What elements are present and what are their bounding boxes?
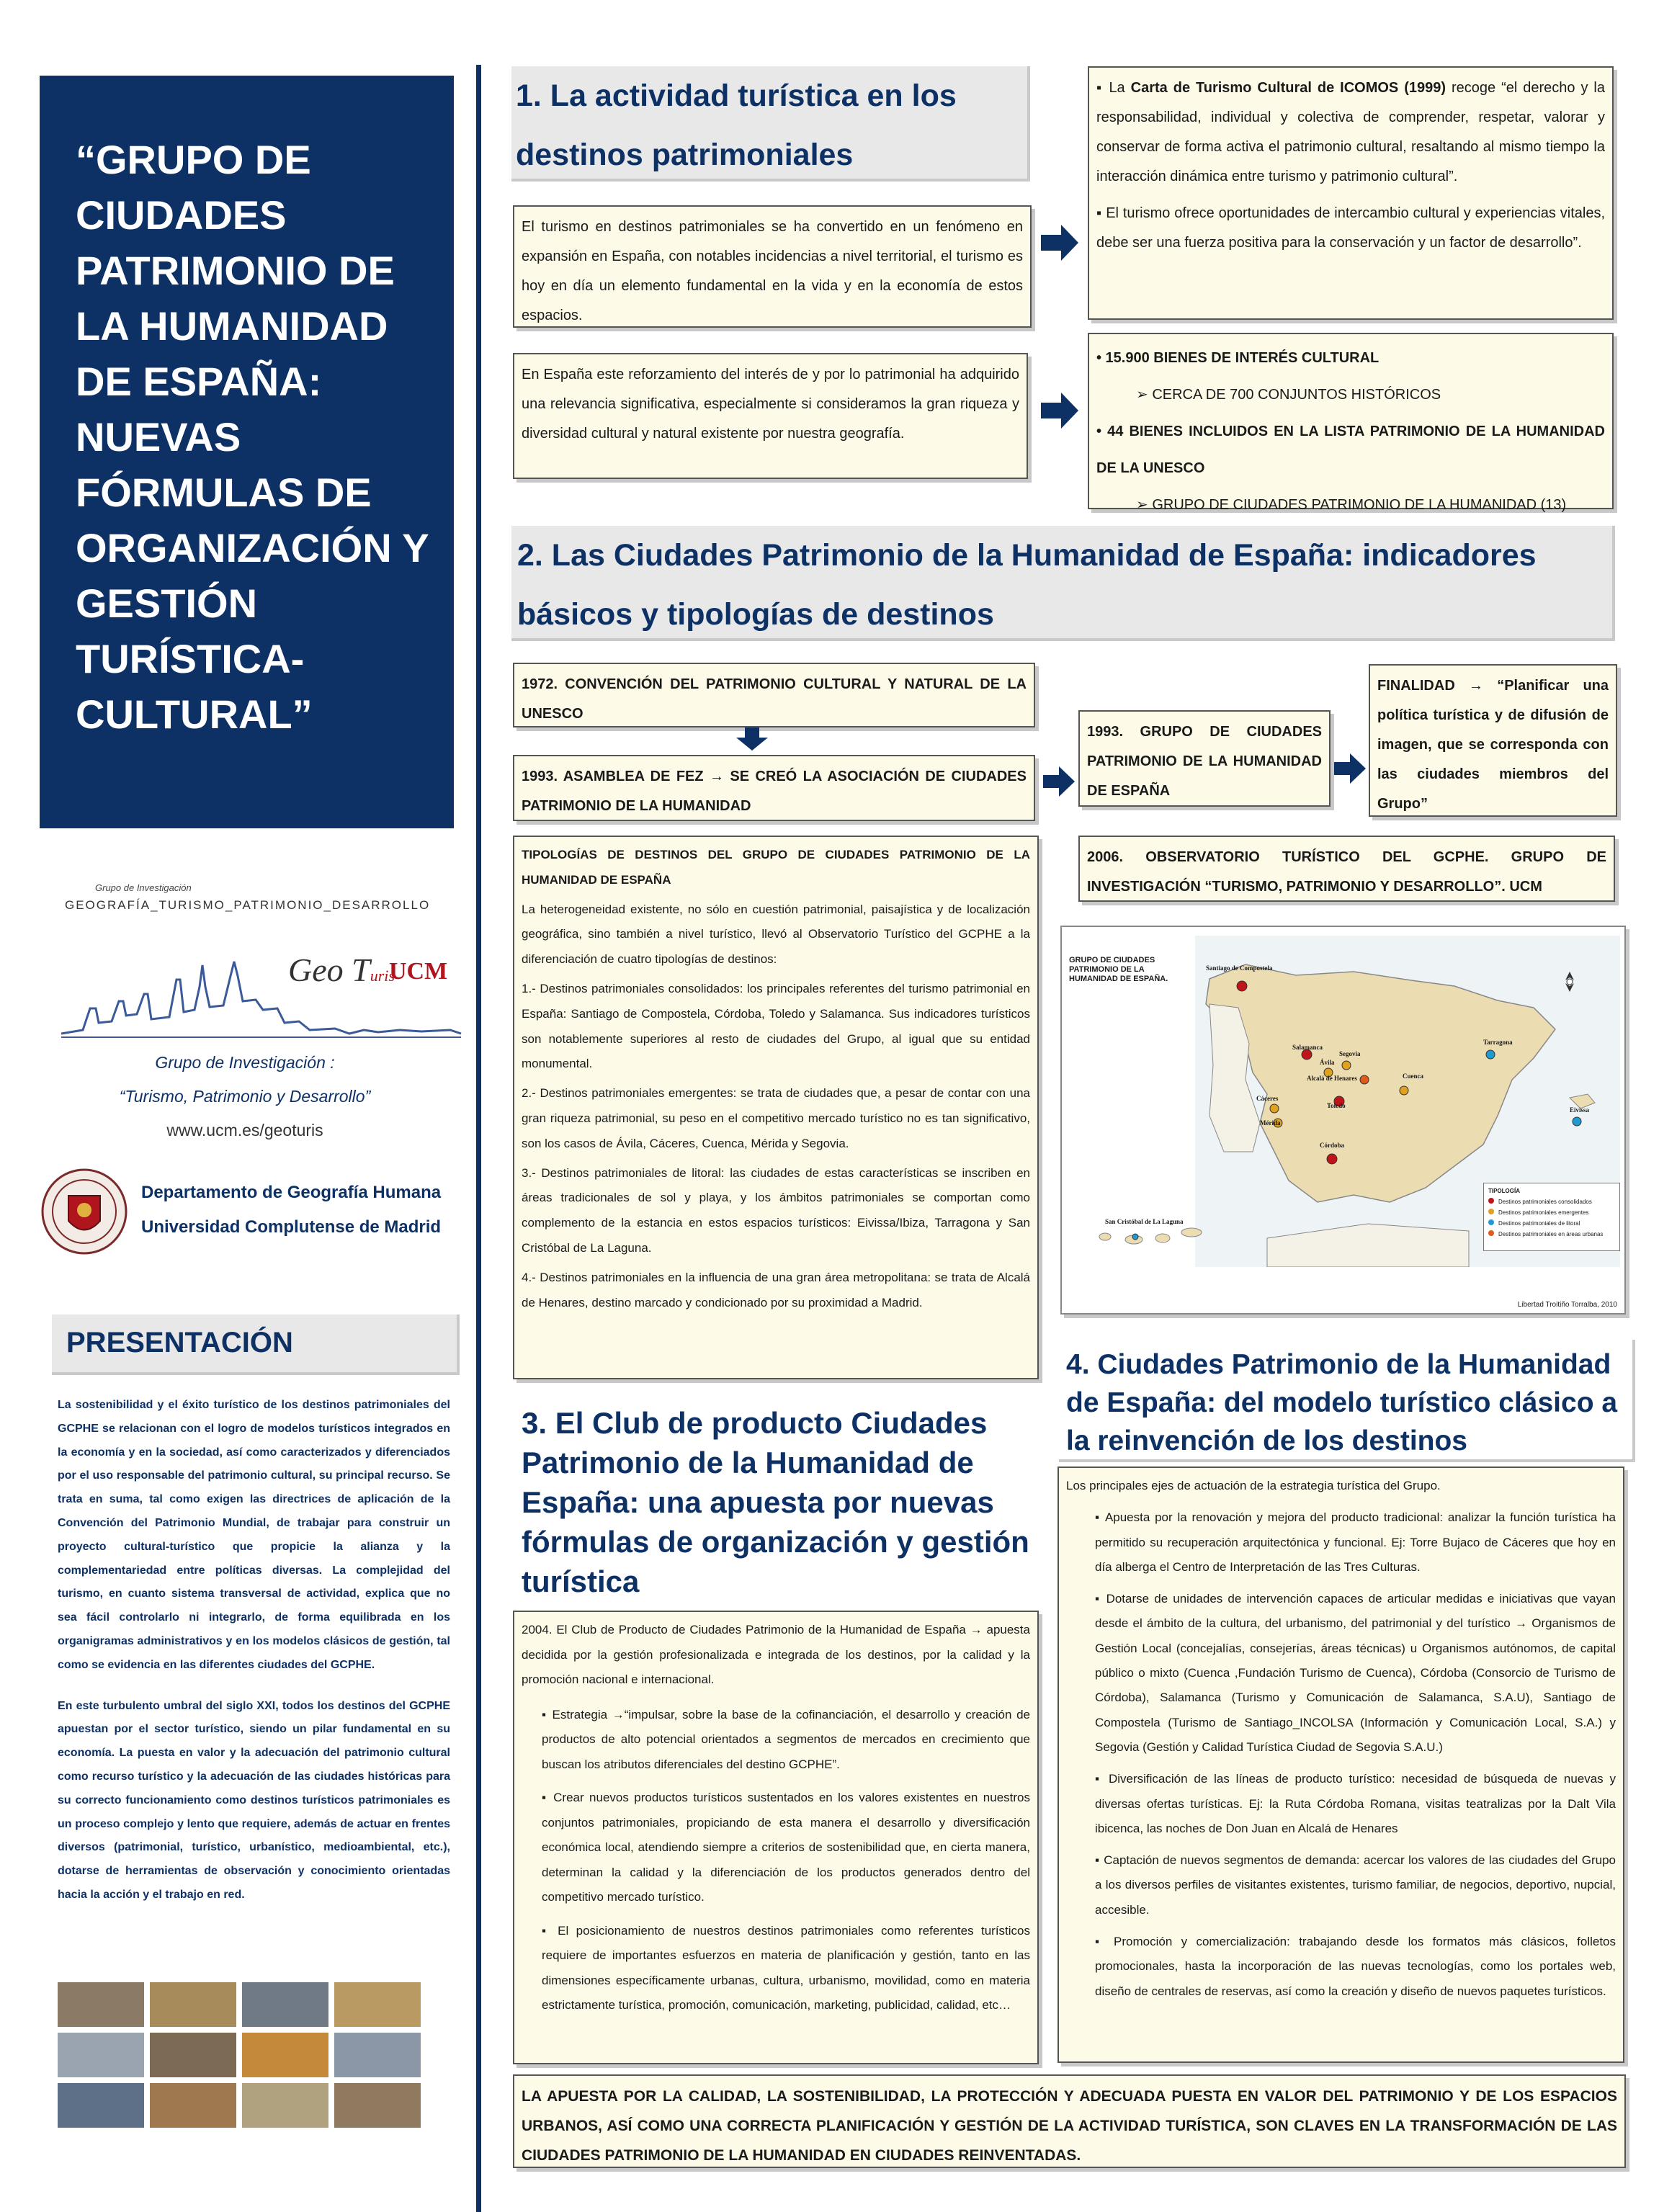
s4-ejes-box [1057, 1467, 1624, 2063]
map-title: GRUPO DE CIUDADES PATRIMONIO DE LA HUMANIDAD DE ESPAÑA. [1069, 956, 1168, 983]
photo-strip [58, 1982, 450, 2132]
section3-heading: 3. El Club de producto Ciudades Patrimonio de la Humanidad de España: una apuesta por nuevas fórmulas de organización y gestión turística [513, 1396, 1046, 1606]
photo-6 [150, 2033, 236, 2077]
s3-intro: 2004. El Club de Producto de Ciudades Patrimonio de la Humanidad de España → apuesta decidida por la gestión profesionalizada e integrada de los destinos, por la calidad y la promoción nacional e internacional. [522, 1623, 1030, 1686]
s4-bullet-text: Dotarse de unidades de intervención capaces de articular medidas e iniciativas que vayan desde el ámbito de la cultura, del urbanismo, del patrimonial y del turístico → Organismos de Gestión Local (concejalías, consejerías, áreas técnicas) u Organismos autónomos, de capital público o mixto (Cuenca ,Fundación Turismo de Cuenca), Córdoba (Consorcio de Turismo de Córdoba), Salamanca (Turismo y Comunicación de Salamanca, S.A.U), Santiago de Compostela (Turismo de Santiago_INCOLSA (Información y Comunicación Local, S.A.) y Segovia (Gestión y Calidad Turística Ciudad de Segovia S.A.U.) [1095, 1592, 1616, 1754]
legend-item-litoral [1488, 1218, 1615, 1229]
label-segovia: Segovia [1339, 1050, 1361, 1057]
tip-2: 2.- Destinos patrimoniales emergentes: se trata de ciudades que, a pesar de contar con una gran riqueza patrimonial, su peso en el competitivo mercado turístico no es tan significativo, son los casos de Ávila, Cáceres, Cuenca, Mérida y Segovia. [522, 1086, 1030, 1150]
map-legend [1483, 1183, 1620, 1251]
ucm-seal-icon [40, 1167, 130, 1257]
icomos-paragraph-1: ▪ La Carta de Turismo Cultural de ICOMOS (1999) recoge “el derecho y la responsabilidad, individual y colectiva de comprender, respetar, valorar y conservar de forma activa el patrimonio cultural, resaltando al mismo tiempo la interacción dinámica entre turismo y patrimonio cultural”. [1096, 80, 1605, 184]
label-tarragona: Tarragona [1483, 1039, 1513, 1046]
arrow-right-icon [1043, 766, 1076, 797]
s3-bullet-text: El posicionamiento de nuestros destinos patrimoniales como referentes turísticos requiere de importantes esfuerzos en materia de planificación y gestión, tanto en las dimensiones específicamente urbanas, cultura, urbanismo, movilidad, como en materia estrictamente turística, promoción, comunicación, marketing, publicidad, calidad, etc… [542, 1923, 1031, 2012]
label-santiago: Santiago de Compostela [1206, 964, 1273, 972]
arrow-down-icon [736, 727, 768, 751]
bic-line-3: • 44 BIENES INCLUIDOS EN LA LISTA PATRIMONIO DE LA HUMANIDAD DE LA UNESCO [1096, 424, 1605, 476]
presentacion-text [58, 1394, 450, 1925]
label-merida: Mérida [1260, 1119, 1281, 1127]
s2-1993b-box: 1993. GRUPO DE CIUDADES PATRIMONIO DE LA HUMANIDAD DE ESPAÑA [1078, 710, 1331, 807]
s2-2006-box: 2006. OBSERVATORIO TURÍSTICO DEL GCPHE. GRUPO DE INVESTIGACIÓN “TURISMO, PATRIMONIO Y DESARROLLO”. UCM [1078, 836, 1615, 902]
logo-geoturis [288, 951, 395, 989]
logo-caps-text: GEOGRAFÍA_TURISMO_PATRIMONIO_DESARROLLO [65, 898, 431, 912]
geoturis-logo [50, 882, 461, 1041]
s4-bullet-2: ▪ Dotarse de unidades de intervención capaces de articular medidas e iniciativas que vayan desde el ámbito de la cultura, del urbanismo, del patrimonial y del turístico → Organismos de Gestión Local (concejalías, consejerías, áreas técnicas) u Organismos autónomos, de capital público o mixto (Cuenca ,Fundación Turismo de Cuenca), Córdoba (Consorcio de Turismo de Córdoba), Salamanca (Turismo y Comunicación de Salamanca, S.A.U), Santiago de Compostela (Turismo de Santiago_INCOLSA (Información y Comunicación Local, S.A.) y Segovia (Gestión y Calidad Turística Ciudad de Segovia S.A.U.) [1095, 1592, 1616, 1754]
skyline-icon [61, 922, 465, 1052]
group-line1: Grupo de Investigación : [155, 1053, 335, 1072]
presentacion-heading: PRESENTACIÓN [52, 1315, 460, 1375]
s1-box1: El turismo en destinos patrimoniales se ha convertido en un fenómeno en expansión en España, con notables incidencias a nivel territorial, el turismo es hoy en día un elemento fundamental en la vida y en la economía de estos espacios. [513, 205, 1032, 328]
tip-1: 1.- Destinos patrimoniales consolidados: los principales referentes del turismo patrimonial en España: Santiago de Compostela, Córdoba, Toledo y Salamanca. Sus indicadores turísticos son notablemente superiores al resto de ciudades del Grupo, al igual que su entidad monumental. [522, 981, 1030, 1071]
s2-finalidad-box: FINALIDAD → “Planificar una política turística y de difusión de imagen, que se corresponda con las ciudades miembros del Grupo” [1369, 664, 1617, 817]
group-line2: “Turismo, Patrimonio y Desarrollo” [119, 1087, 371, 1106]
s3-bullet-text: Estrategia →“impulsar, sobre la base de la cofinanciación, el desarrollo y creación de productos de alto potencial orientados a segmentos de mercados en crecimiento que buscan los atributos diferenciales del destino GCPHE”. [542, 1707, 1030, 1771]
tip-3: 3.- Destinos patrimoniales de litoral: las ciudades de estas características se inscriben en áreas tradicionales de sol y playa, y los ámbitos patrimoniales se comportan como complemento de la estancia en estos espacios turísticos: Eivissa/Ibiza, Tarragona y San Cristóbal de La Laguna. [522, 1165, 1030, 1255]
arrow-right-icon [1041, 225, 1081, 261]
logo-uris: uris [370, 967, 395, 985]
legend-item-consolidados [1488, 1196, 1615, 1207]
website-link[interactable]: www.ucm.es/geoturis [166, 1121, 323, 1139]
photo-12 [334, 2083, 421, 2128]
s2-tipologias-box [513, 836, 1039, 1379]
logo-geo: Geo [288, 951, 344, 988]
photo-8 [334, 2033, 421, 2077]
legend-item-urbanos [1488, 1229, 1615, 1240]
label-cuenca: Cuenca [1403, 1073, 1423, 1080]
s4-bullet-text: Apuesta por la renovación y mejora del producto tradicional: analizar la función turística ha permitido su recuperación arquitectónica y funcional. Ej: Torre Bujaco de Cáceres que hoy en día alberga el Centro de Interpretación de las Tres Culturas. [1095, 1510, 1616, 1574]
photo-4 [334, 1982, 421, 2027]
photo-9 [58, 2083, 144, 2128]
s3-club-box [513, 1611, 1039, 2064]
bic-line-1: • 15.900 BIENES DE INTERÉS CULTURAL [1096, 350, 1379, 366]
logo-ucm: UCM [389, 958, 448, 985]
canary-islands-inset [1083, 1215, 1220, 1258]
s3-bullet-3: ▪ El posicionamiento de nuestros destinos patrimoniales como referentes turísticos requiere de importantes esfuerzos en materia de planificación y gestión, tanto en las dimensiones específicamente urbanas, cultura, urbanismo, movilidad, como en materia estrictamente turística, promoción, comunicación, marketing, publicidad, calidad, etc… [542, 1923, 1031, 2012]
s3-bullet-2: ▪ Crear nuevos productos turísticos sustentados en los valores existentes en nuestros conjuntos patrimoniales, propiciando de esta manera el desarrollo y diversificación económica local, atendiendo siempre a criterios de sostenibilidad que, en cierta manera, determinan la calidad y la diferenciación de los productos generados dentro del competitivo mercado turístico. [542, 1791, 1030, 1904]
research-group [65, 1046, 425, 1147]
s4-bullet-text: Captación de nuevos segmentos de demanda: acercar los valores de las ciudades del Grupo a los diversos perfiles de visitantes existentes, turismo familiar, de negocios, deportivo, nupcial, accesible. [1095, 1853, 1616, 1917]
legend-label: Destinos patrimoniales en áreas urbanas [1498, 1231, 1604, 1237]
s3-bullet-text: Crear nuevos productos turísticos sustentados en los valores existentes en nuestros conjuntos patrimoniales, propiciando de esta manera el desarrollo y diversificación económica local, atendiendo siempre a criterios de sostenibilidad que, en cierta manera, determinan la calidad y la diferenciación de los productos generados dentro del competitivo mercado turístico. [542, 1791, 1030, 1904]
section2-heading: 2. Las Ciudades Patrimonio de la Humanidad de España: indicadores básicos y tipologías de destinos [511, 526, 1615, 641]
logo-t: T [352, 951, 370, 988]
label-caceres: Cáceres [1256, 1095, 1279, 1102]
legend-label: Destinos patrimoniales de litoral [1498, 1220, 1580, 1227]
icomos-text-2: El turismo ofrece oportunidades de intercambio cultural y experiencias vitales, debe ser una fuerza positiva para la conservación y un factor de desarrollo”. [1096, 205, 1605, 251]
legend-title: TIPOLOGÍA [1488, 1188, 1520, 1194]
column-divider [476, 65, 481, 2212]
pres-paragraph-2: En este turbulento umbral del siglo XXI, todos los destinos del GCPHE apuestan por el sector turístico, siendo un pilar fundamental en su economía. La puesta en valor y la adecuación del patrimonio cultural como recurso turístico y la adecuación de las ciudades históricas para su correcto funcionamiento como destinos turísticos patrimoniales es un proceso complejo y lento que requiere, además de actuar en frentes diversos (patrimonial, turístico, urbanístico, medioambiental, etc.), dotarse de herramientas de observación y conocimiento orientadas hacia la acción y el trabajo en red. [58, 1699, 450, 1901]
bic-line-4: ➢ GRUPO DE CIUDADES PATRIMONIO DE LA HUMANIDAD (13) [1136, 497, 1567, 513]
icomos-text-c: recoge “el derecho y la responsabilidad, individual y colectiva de comprender, respetar, valorar y conservar de forma activa el patrimonio cultural, resaltando al mismo tiempo la interacción dinámica entre turismo y patrimonio cultural”. [1096, 80, 1605, 184]
department [141, 1176, 473, 1245]
label-salamanca: Salamanca [1292, 1044, 1323, 1051]
spain-map [1060, 926, 1626, 1315]
tip-4: 4.- Destinos patrimoniales en la influencia de una gran área metropolitana: se trata de Alcalá de Henares, destino marcado y condicionado por su proximidad a Madrid. [522, 1270, 1030, 1309]
bic-line-2: ➢ CERCA DE 700 CONJUNTOS HISTÓRICOS [1136, 387, 1441, 403]
legend-label: Destinos patrimoniales consolidados [1498, 1199, 1592, 1205]
s1-icomos-box [1088, 66, 1614, 320]
photo-1 [58, 1982, 144, 2027]
photo-5 [58, 2033, 144, 2077]
label-toledo: Toledo [1327, 1102, 1346, 1109]
label-cordoba: Córdoba [1320, 1142, 1345, 1149]
s4-bullet-4: ▪ Captación de nuevos segmentos de demanda: acercar los valores de las ciudades del Grupo a los diversos perfiles de visitantes existentes, turismo familiar, de negocios, deportivo, nupcial, accesible. [1095, 1853, 1616, 1917]
label-laguna: San Cristóbal de La Laguna [1105, 1218, 1184, 1225]
photo-2 [150, 1982, 236, 2027]
s1-box2: En España este reforzamiento del interés de y por lo patrimonial ha adquirido una relevancia significativa, especialmente si consideramos la gran riqueza y diversidad cultural y natural existente por nuestra geografía. [513, 353, 1028, 479]
tip-title: TIPOLOGÍAS DE DESTINOS DEL GRUPO DE CIUDADES PATRIMONIO DE LA HUMANIDAD DE ESPAÑA [522, 848, 1030, 887]
label-alcala: Alcalá de Henares [1307, 1075, 1357, 1082]
photo-10 [150, 2083, 236, 2128]
dept-line1: Departamento de Geografía Humana [141, 1183, 442, 1202]
label-eivissa: Eivissa [1570, 1106, 1590, 1114]
s2-1993a-box: 1993. ASAMBLEA DE FEZ → SE CREÓ LA ASOCIACIÓN DE CIUDADES PATRIMONIO DE LA HUMANIDAD [513, 755, 1035, 821]
photo-11 [242, 2083, 328, 2128]
s4-bullet-text: Diversificación de las líneas de producto turístico: necesidad de búsqueda de nuevas y diversas ofertas turísticas. Ej: la Ruta Córdoba Romana, visitas teatralizas por la Dalt Vila ibicenca, las noches de Don Juan en Alcalá de Henares [1095, 1772, 1616, 1835]
s3-bullet-1: ▪ Estrategia →“impulsar, sobre la base de la cofinanciación, el desarrollo y creación de productos de alto potencial orientados a segmentos de mercados en crecimiento que buscan los atributos diferenciales del destino GCPHE”. [542, 1707, 1030, 1771]
s4-intro: Los principales ejes de actuación de la estrategia turística del Grupo. [1066, 1479, 1441, 1492]
s1-bic-box [1088, 333, 1614, 513]
map-credit: Libertad Troitiño Torralba, 2010 [1517, 1301, 1617, 1309]
legend-item-emergentes [1488, 1207, 1615, 1218]
legend-label: Destinos patrimoniales emergentes [1498, 1209, 1589, 1216]
icomos-charter: Carta de Turismo Cultural de ICOMOS (1999) [1130, 80, 1446, 96]
arrow-right-icon [1334, 753, 1367, 784]
s4-bullet-5: ▪ Promoción y comercialización: trabajando desde los formatos más clásicos, folletos promocionales, hasta la incorporación de las nuevas tecnologías, como los portales web, diseño de centrales de reservas, así como la creación y diseño de nuevos paquetes turísticos. [1095, 1935, 1616, 1998]
conclusion-box: LA APUESTA POR LA CALIDAD, LA SOSTENIBILIDAD, LA PROTECCIÓN Y ADECUADA PUESTA EN VALOR DEL PATRIMONIO Y DE LOS ESPACIOS URBANOS, ASÍ COMO UNA CORRECTA PLANIFICACIÓN Y GESTIÓN DE LA ACTIVIDAD TURÍSTICA, SON CLAVES EN LA TRANSFORMACIÓN DE LAS CIUDADES PATRIMONIO DE LA HUMANIDAD EN CIUDADES REINVENTADAS. [513, 2074, 1626, 2168]
section1-heading: 1. La actividad turística en los destinos patrimoniales [511, 66, 1030, 182]
dept-line2: Universidad Complutense de Madrid [141, 1217, 442, 1237]
label-avila: Ávila [1320, 1059, 1335, 1066]
icomos-text-a: La [1109, 80, 1131, 96]
logo-subtitle: Grupo de Investigación [95, 882, 192, 893]
icomos-paragraph-2: ▪ El turismo ofrece oportunidades de intercambio cultural y experiencias vitales, debe ser una fuerza positiva para la conservación y un factor de desarrollo”. [1096, 205, 1605, 251]
photo-7 [242, 2033, 328, 2077]
s2-1972-box: 1972. CONVENCIÓN DEL PATRIMONIO CULTURAL Y NATURAL DE LA UNESCO [513, 663, 1035, 727]
s4-bullet-text: Promoción y comercialización: trabajando desde los formatos más clásicos, folletos promocionales, hasta la incorporación de las nuevas tecnologías, como los portales web, diseño de centrales de reservas, así como la creación y diseño de nuevos paquetes turísticos. [1095, 1935, 1616, 1998]
s4-bullet-3: ▪ Diversificación de las líneas de producto turístico: necesidad de búsqueda de nuevas y diversas ofertas turísticas. Ej: la Ruta Córdoba Romana, visitas teatralizas por la Dalt Vila ibicenca, las noches de Don Juan en Alcalá de Henares [1095, 1772, 1616, 1835]
arrow-right-icon [1041, 393, 1081, 429]
tip-intro: La heterogeneidad existente, no sólo en cuestión patrimonial, paisajística y de localización geográfica, sino también a nivel turístico, llevó al Observatorio Turístico del GCPHE a la diferenciación de cuatro tipologías de destinos: [522, 902, 1030, 967]
section4-heading: 4. Ciudades Patrimonio de la Humanidad de España: del modelo turístico clásico a la reinvención de los destinos [1059, 1340, 1635, 1462]
photo-3 [242, 1982, 328, 2027]
pres-paragraph-1: La sostenibilidad y el éxito turístico de los destinos patrimoniales del GCPHE se relacionan con el logro de modelos turísticos integrados en la economía y en la sociedad, así como caracterizados y diferenciados por el uso responsable del patrimonio cultural, su principal recurso. Se trata en suma, tal como exigen las directrices de aplicación de la Convención del Patrimonio Mundial, de trabajar para construir un proyecto cultural-turístico que propicie la alianza y la complementariedad entre políticas diversas. La complejidad del turismo, en cuanto sistema transversal de actividad, explica que no sea fácil controlarlo ni integrarlo, de forma equilibrada en los organigramas administrativos y en los modelos clásicos de gestión, tal como se evidencia en las diferentes ciudades del GCPHE. [58, 1399, 450, 1671]
poster-title: “GRUPO DE CIUDADES PATRIMONIO DE LA HUMANIDAD DE ESPAÑA: NUEVAS FÓRMULAS DE ORGANIZACIÓN Y GESTIÓN TURÍSTICA-CULTURAL” [40, 76, 454, 828]
s4-bullet-1: ▪ Apuesta por la renovación y mejora del producto tradicional: analizar la función turística ha permitido su recuperación arquitectónica y funcional. Ej: Torre Bujaco de Cáceres que hoy en día alberga el Centro de Interpretación de las Tres Culturas. [1095, 1510, 1616, 1574]
